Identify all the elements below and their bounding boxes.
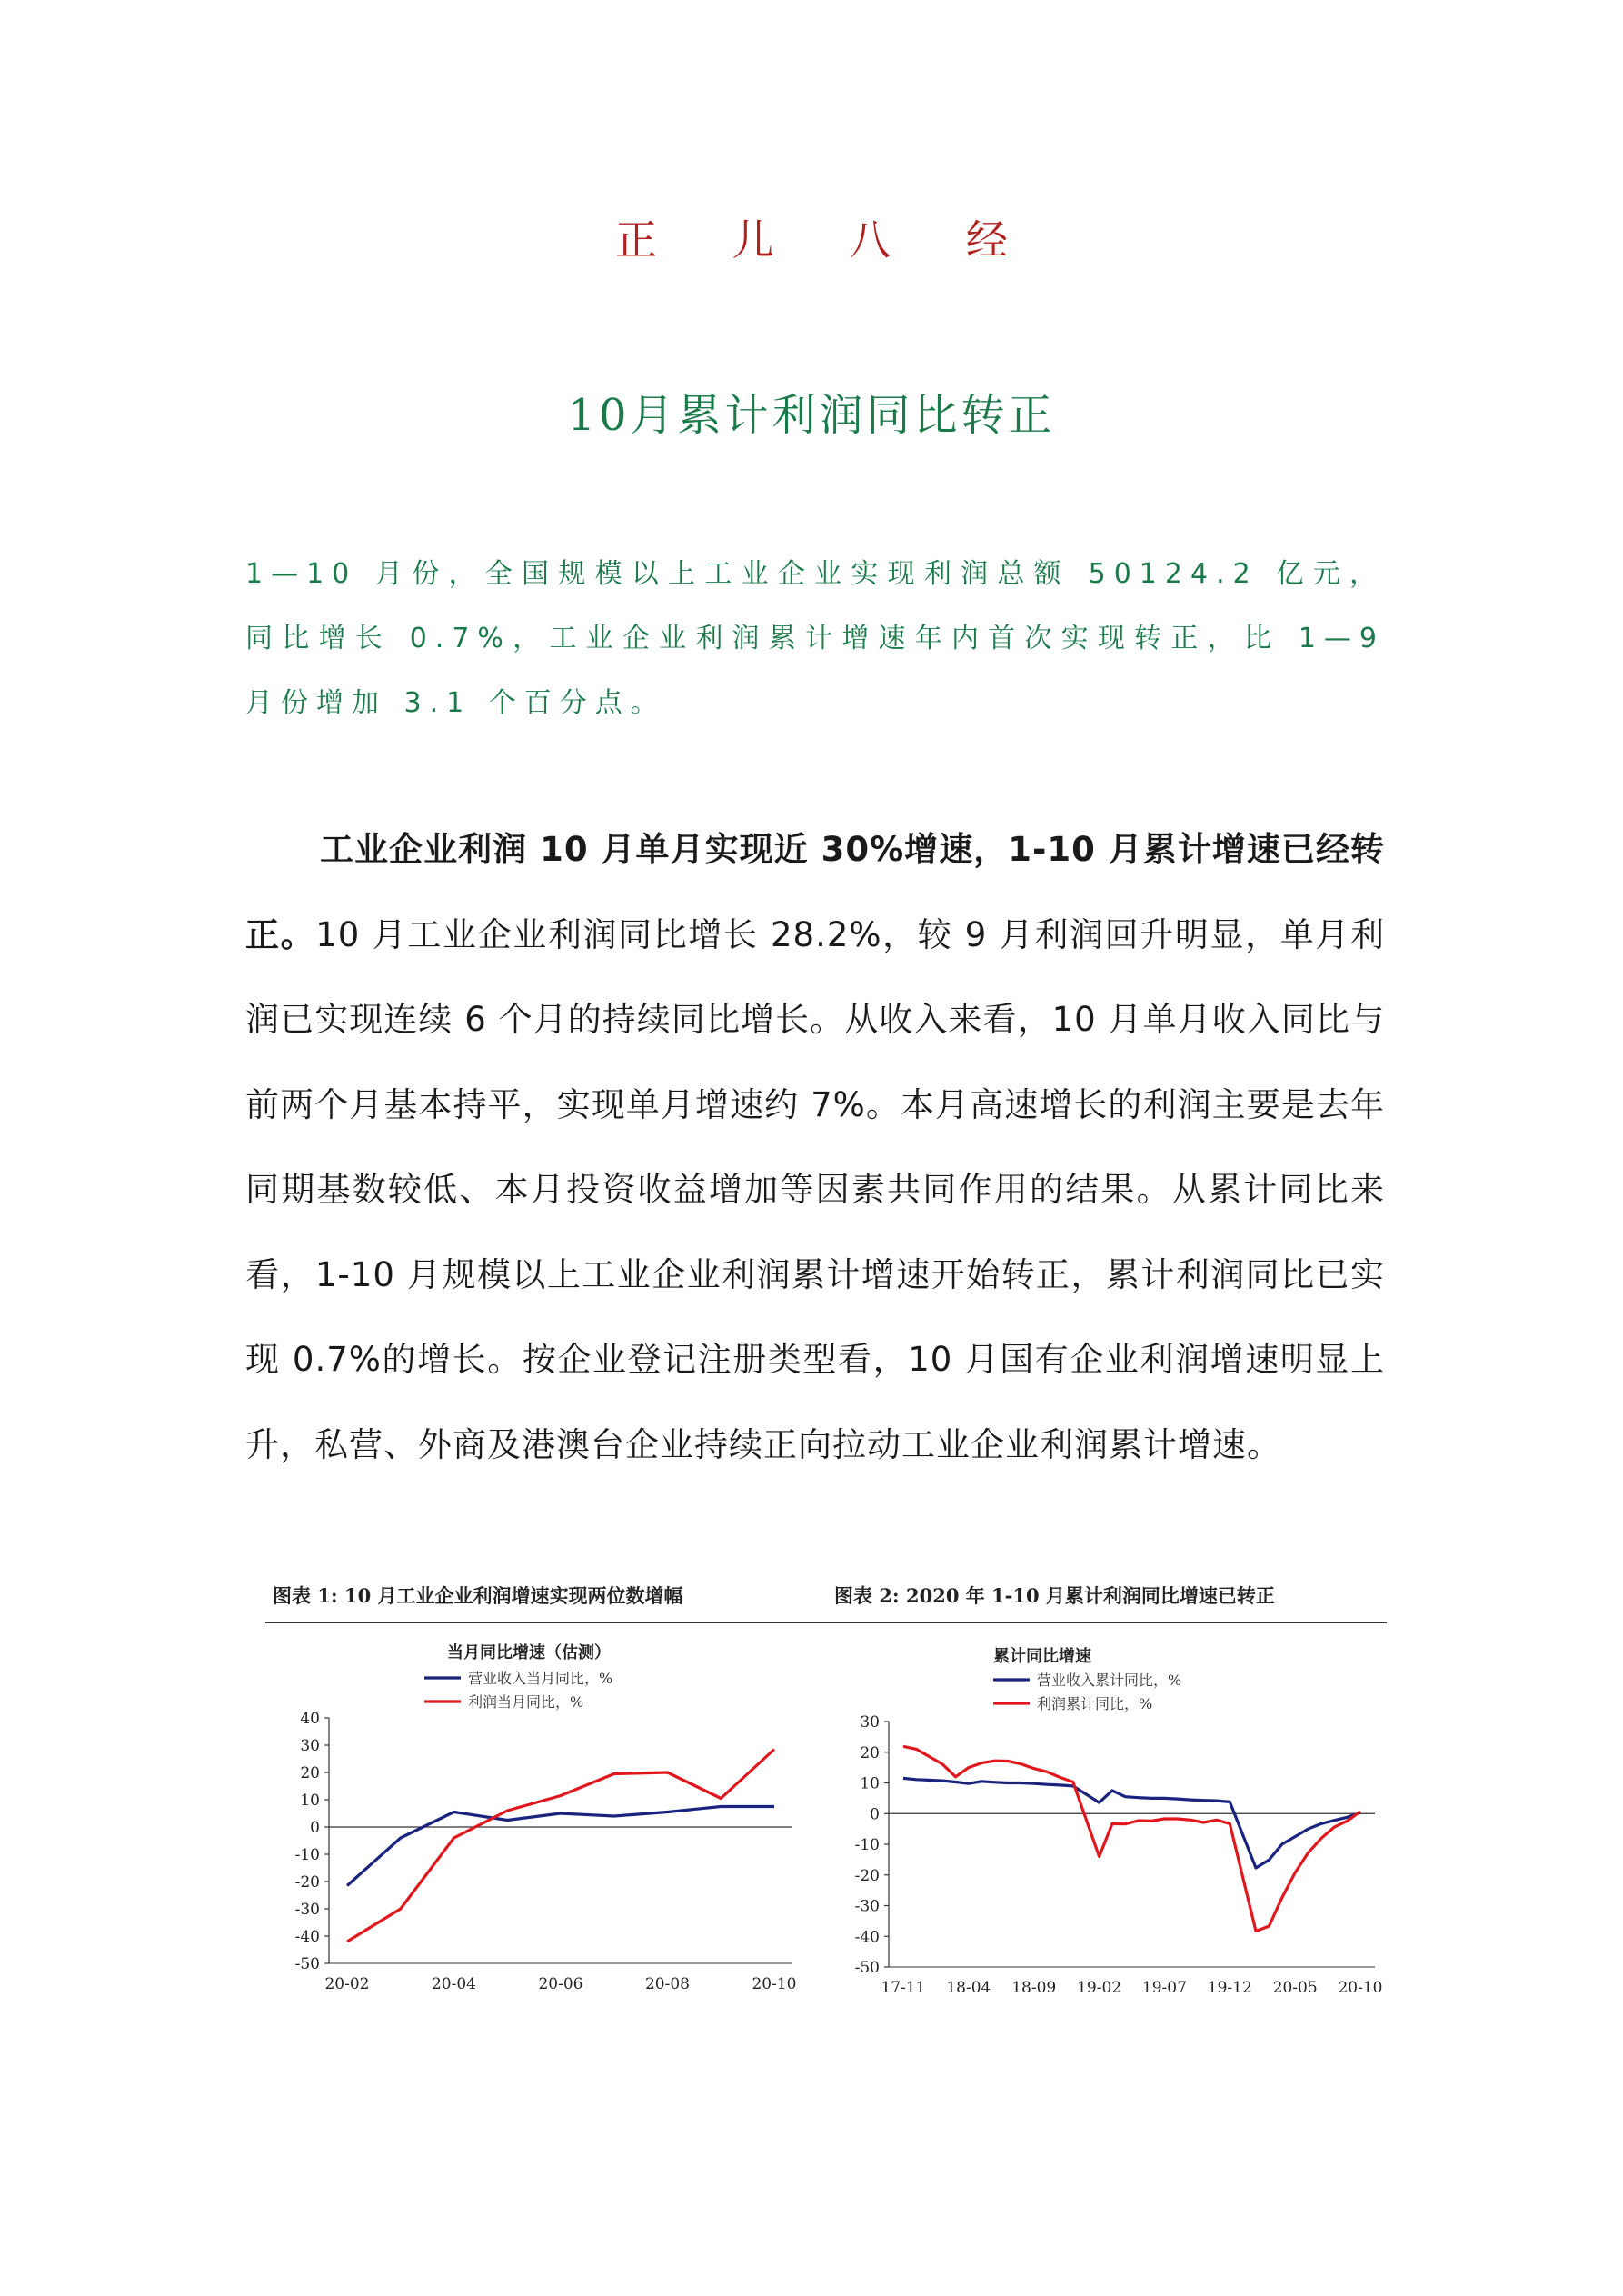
body-text: 10 月工业企业利润同比增长 28.2%，较 9 月利润回升明显，单月利润已实现连续 6 个月的持续同比增长。从收入来看，10 月单月收入同比与前两个月基本持平，实现单月增速约 7%。本月高速增长的利润主要是去年同期基数较低、本月投资收益增加等因素共同作用的结果。从累计同比来看，1-10 月规模以上工业企业利润累计增速开始转正，累计利润同比已实现 0.7%的增长。按企业登记注册类型看，10 月国有企业利润增速明显上升，私营、外商及港澳台企业持续正向拉动工业企业利润累计增速。 [245, 914, 1385, 1464]
x-tick-label: 19-07 [1141, 1979, 1187, 1997]
y-tick-label: -10 [854, 1836, 880, 1854]
chart-1 [265, 1627, 811, 2009]
series-line [347, 1750, 774, 1942]
body-lead-bold: 工业企业利润 10 月单月实现近 30%增速，1-10 月累计增速已经转正。 [245, 830, 1385, 954]
y-tick-label: 30 [860, 1713, 880, 1732]
x-tick-label: 20-04 [431, 1975, 477, 1993]
x-tick-label: 20-08 [644, 1975, 691, 1993]
figure1-caption: 图表 1: 10 月工业企业利润增速实现两位数增幅 [273, 1584, 683, 1607]
series-line [347, 1807, 774, 1886]
legend-label: 营业收入当月同比，% [468, 1670, 613, 1687]
legend-label: 利润累计同比，% [1037, 1695, 1153, 1712]
chart-2-svg [834, 1627, 1389, 2009]
chart-1-svg [265, 1627, 811, 2009]
y-tick-label: 0 [310, 1819, 320, 1837]
x-tick-label: 19-02 [1077, 1979, 1122, 1997]
legend-label: 利润当月同比，% [468, 1693, 584, 1711]
y-tick-label: -50 [294, 1955, 320, 1973]
x-tick-label: 19-12 [1207, 1979, 1252, 1997]
y-tick-label: 10 [300, 1792, 320, 1810]
y-tick-label: 30 [300, 1737, 320, 1755]
y-tick-label: 10 [860, 1774, 880, 1793]
page-header-title: 正 儿 八 经 [615, 215, 1039, 265]
y-tick-label: 20 [860, 1743, 880, 1762]
chart-2 [834, 1627, 1389, 2009]
figure-caption-bar [265, 1582, 1387, 1623]
summary-paragraph: 1—10 月份，全国规模以上工业企业实现利润总额 50124.2 亿元，同比增长 0.7%，工业企业利润累计增速年内首次实现转正，比 1—9 月份增加 3.1 个百分点。 [245, 558, 1385, 719]
article-title: 10月累计利润同比转正 [567, 390, 1056, 441]
x-tick-label: 17-11 [881, 1979, 926, 1997]
x-tick-label: 20-10 [752, 1975, 797, 1993]
y-tick-label: 20 [300, 1764, 320, 1782]
y-tick-label: -20 [854, 1866, 880, 1885]
y-tick-label: 0 [870, 1805, 880, 1824]
chart-title: 累计同比增速 [993, 1647, 1091, 1666]
x-tick-label: 20-02 [324, 1975, 370, 1993]
figure2-caption: 图表 2: 2020 年 1-10 月累计利润同比增速已转正 [834, 1584, 1275, 1607]
legend-label: 营业收入累计同比，% [1037, 1672, 1182, 1689]
x-tick-label: 20-05 [1272, 1979, 1318, 1997]
body-paragraph [245, 807, 1385, 1487]
x-tick-label: 20-10 [1338, 1979, 1383, 1997]
y-tick-label: -30 [294, 1901, 320, 1919]
y-tick-label: -10 [294, 1846, 320, 1864]
y-tick-label: -20 [294, 1873, 320, 1892]
chart-title: 当月同比增速（估测） [447, 1643, 611, 1662]
y-tick-label: 40 [300, 1710, 320, 1728]
y-tick-label: -30 [854, 1897, 880, 1916]
x-tick-label: 18-04 [946, 1979, 991, 1997]
x-tick-label: 20-06 [538, 1975, 583, 1993]
y-tick-label: -40 [294, 1928, 320, 1946]
y-tick-label: -40 [854, 1928, 880, 1947]
y-tick-label: -50 [854, 1959, 880, 1977]
x-tick-label: 18-09 [1011, 1979, 1057, 1997]
